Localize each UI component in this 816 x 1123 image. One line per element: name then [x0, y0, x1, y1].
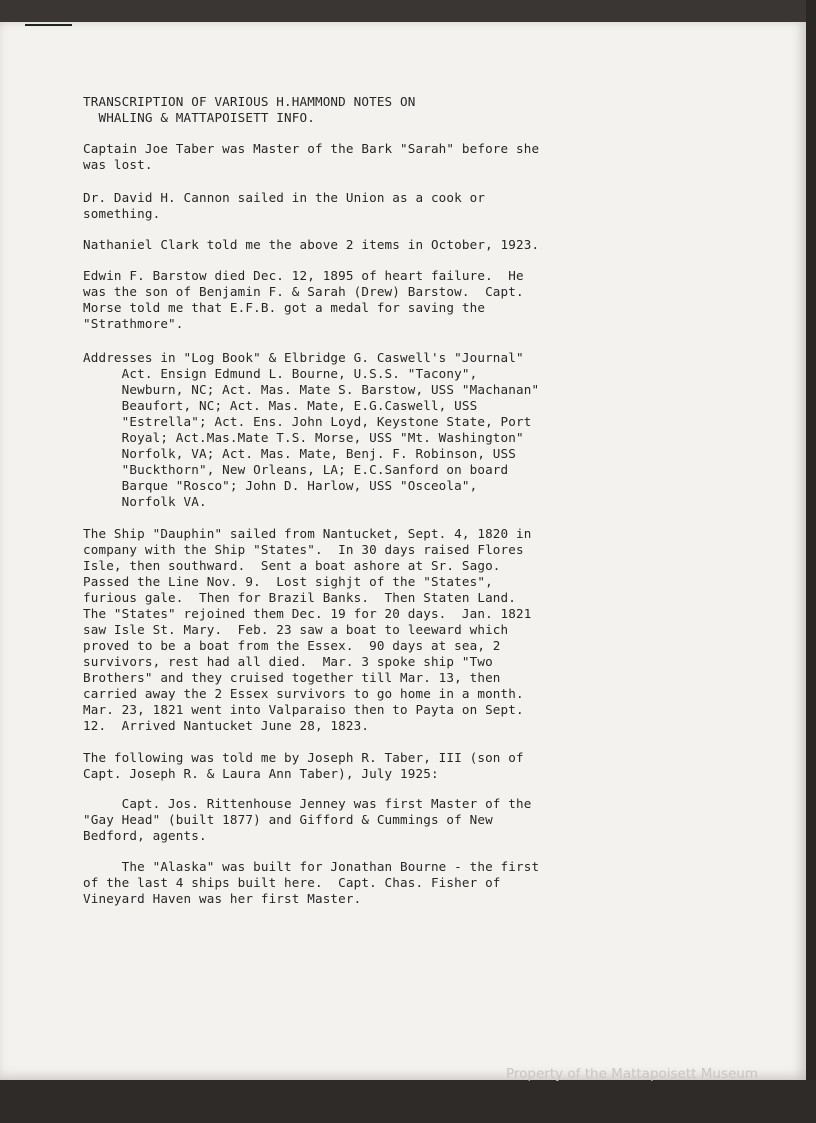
scan-edge: [806, 0, 816, 1123]
paragraph-alaska: The "Alaska" was built for Jonathan Bourne - the first of the last 4 ships built here. Capt. Chas. Fisher of Vineyard Haven was her first Master.: [83, 859, 540, 906]
paragraph-joseph-taber: The following was told me by Joseph R. Taber, III (son of Capt. Joseph R. & Laura Ann Taber), July 1925:: [83, 750, 524, 781]
paragraph-edwin-barstow: Edwin F. Barstow died Dec. 12, 1895 of heart failure. He was the son of Benjamin F. & Sarah (Drew) Barstow. Capt. Morse told me that E.F.B. got a medal for saving the "Strathmore".: [83, 268, 524, 331]
scan-bottom-band: [0, 1080, 816, 1123]
margin-dash-mark: [25, 24, 72, 26]
paragraph-addresses: Addresses in "Log Book" & Elbridge G. Caswell's "Journal" Act. Ensign Edmund L. Bourne, U.S.S. "Tacony", Newburn, NC; Act. Mas. Mate S. Barstow, USS "Machanan" Beaufort, NC; Act. Mas. Mate, E.G.Caswell, USS "Estrella"; Act. Ens. John Loyd, Keystone State, Port Royal; Act.Mas.Mate T.S. Morse, USS "Mt. Washington" Norfolk, VA; Act. Mas. Mate, Benj. F. Robinson, USS "Buckthorn", New Orleans, LA; E.C.Sanford on board Barque "Rosco"; John D. Harlow, USS "Osceola", Norfolk VA.: [83, 350, 540, 509]
paragraph-gay-head: Capt. Jos. Rittenhouse Jenney was first Master of the "Gay Head" (built 1877) and Gifford & Cummings of New Bedford, agents.: [83, 796, 532, 843]
document-title: TRANSCRIPTION OF VARIOUS H.HAMMOND NOTES ON WHALING & MATTAPOISETT INFO.: [83, 94, 416, 125]
paragraph-david-cannon: Dr. David H. Cannon sailed in the Union as a cook or something.: [83, 190, 486, 221]
paragraph-nathaniel-clark: Nathaniel Clark told me the above 2 items in October, 1923.: [83, 237, 540, 252]
paragraph-joe-taber: Captain Joe Taber was Master of the Bark "Sarah" before she was lost.: [83, 141, 540, 172]
museum-watermark: Property of the Mattapoisett Museum: [506, 1066, 758, 1082]
paragraph-ship-dauphin: The Ship "Dauphin" sailed from Nantucket, Sept. 4, 1820 in company with the Ship "States". In 30 days raised Flores Isle, then southward. Sent a boat ashore at Sr. Sago. Passed the Line Nov. 9. Lost sighjt of the "States", furious gale. Then for Brazil Banks. Then Staten Land. The "States" rejoined them Dec. 19 for 20 days. Jan. 1821 saw Isle St. Mary. Feb. 23 saw a boat to leeward which proved to be a boat from the Essex. 90 days at sea, 2 survivors, rest had all died. Mar. 3 spoke ship "Two Brothers" and they cruised together till Mar. 13, then carried away the 2 Essex survivors to go home in a month. Mar. 23, 1821 went into Valparaiso then to Payta on Sept. 12. Arrived Nantucket June 28, 1823.: [83, 526, 532, 733]
